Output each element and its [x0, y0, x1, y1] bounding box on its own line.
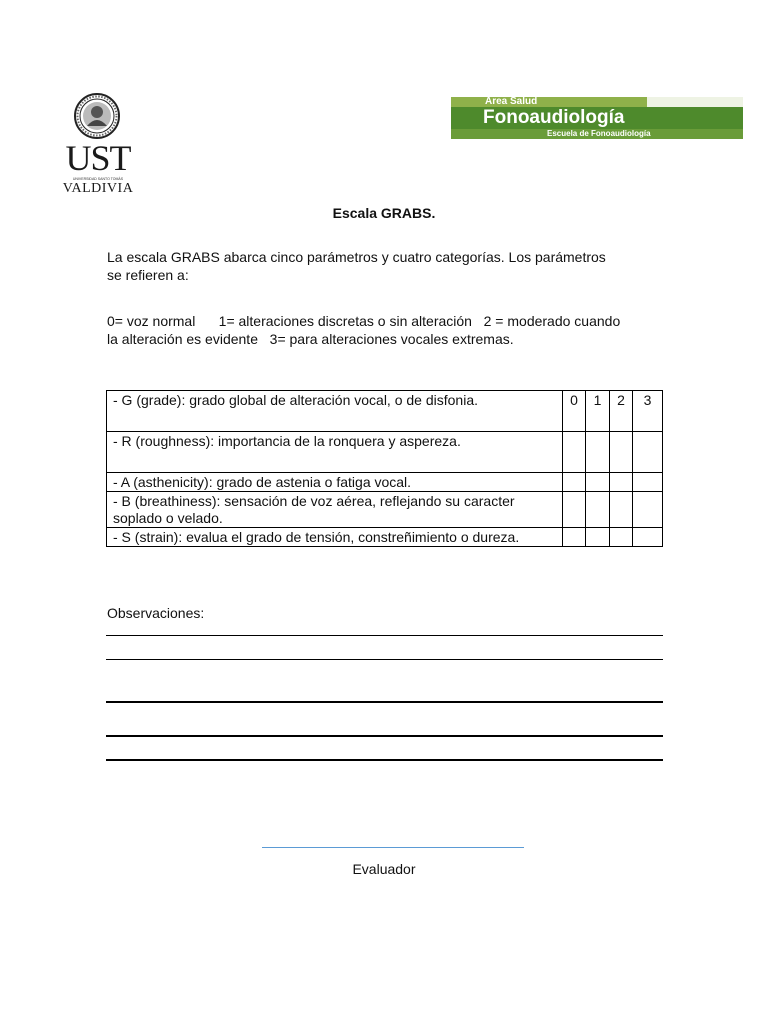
score-cell[interactable]: [586, 492, 610, 528]
intro-line-1: La escala GRABS abarca cinco parámetros y cuatro categorías. Los parámetros: [107, 249, 606, 265]
scale-line-1: 0= voz normal 1= alteraciones discretas o sin alteración 2 = moderado cuando: [107, 313, 621, 329]
fono-top-right-band: [647, 97, 743, 107]
observation-line[interactable]: [106, 635, 663, 636]
score-cell[interactable]: [610, 432, 633, 473]
fono-sub-label: Escuela de Fonoaudiología: [547, 129, 651, 138]
score-header-0: 0: [563, 391, 586, 432]
observation-line[interactable]: [106, 659, 663, 660]
score-cell[interactable]: [563, 473, 586, 492]
score-header-3: 3: [633, 391, 663, 432]
row-s-description: - S (strain): evalua el grado de tensión, constreñimiento o dureza.: [107, 528, 563, 547]
observation-line[interactable]: [106, 759, 663, 761]
signature-line[interactable]: [262, 847, 524, 848]
fono-main-label: Fonoaudiología: [483, 107, 625, 128]
score-cell[interactable]: [586, 528, 610, 547]
evaluator-label: Evaluador: [352, 861, 416, 877]
ust-subtitle: UNIVERSIDAD SANTO TOMÁS: [72, 177, 124, 181]
score-cell[interactable]: [563, 432, 586, 473]
table-row: [107, 432, 663, 473]
table-row: [107, 528, 663, 547]
intro-line-2: se refieren a:: [107, 267, 189, 283]
observation-line[interactable]: [106, 701, 663, 703]
score-cell[interactable]: [610, 528, 633, 547]
score-cell[interactable]: [563, 528, 586, 547]
grabs-table: [106, 390, 663, 547]
ust-logo: [58, 92, 138, 198]
ust-city: VALDIVIA: [62, 181, 134, 196]
university-seal-icon: [73, 92, 121, 140]
fono-top-band: [451, 97, 647, 107]
fono-main-band: [451, 107, 743, 129]
table-row: [107, 473, 663, 492]
scale-line-2: la alteración es evidente 3= para alteraciones vocales extremas.: [107, 331, 514, 347]
row-g-description: - G (grade): grado global de alteración vocal, o de disfonia.: [107, 391, 563, 432]
document-title: Escala GRABS.: [332, 205, 436, 221]
ust-letters: UST: [65, 138, 131, 178]
score-cell[interactable]: [610, 473, 633, 492]
score-cell[interactable]: [610, 492, 633, 528]
row-r-description: - R (roughness): importancia de la ronquera y aspereza.: [107, 432, 563, 473]
score-cell[interactable]: [586, 473, 610, 492]
score-cell[interactable]: [633, 492, 663, 528]
observations-label: Observaciones:: [107, 605, 205, 621]
fono-top-label: Area Salud: [485, 96, 538, 107]
score-cell[interactable]: [633, 528, 663, 547]
score-header-2: 2: [610, 391, 633, 432]
score-header-1: 1: [586, 391, 610, 432]
score-cell[interactable]: [563, 492, 586, 528]
fonoaudiologia-logo: [451, 97, 743, 141]
table-row: [107, 492, 663, 528]
fono-sub-band: [451, 129, 743, 139]
row-a-description: - A (asthenicity): grado de astenia o fatiga vocal.: [107, 473, 563, 492]
score-cell[interactable]: [586, 432, 610, 473]
score-cell[interactable]: [633, 432, 663, 473]
row-b-description: - B (breathiness): sensación de voz aérea, reflejando su caracter soplado o velado.: [107, 492, 563, 528]
observation-line[interactable]: [106, 735, 663, 737]
table-row: [107, 391, 663, 432]
score-cell[interactable]: [633, 473, 663, 492]
